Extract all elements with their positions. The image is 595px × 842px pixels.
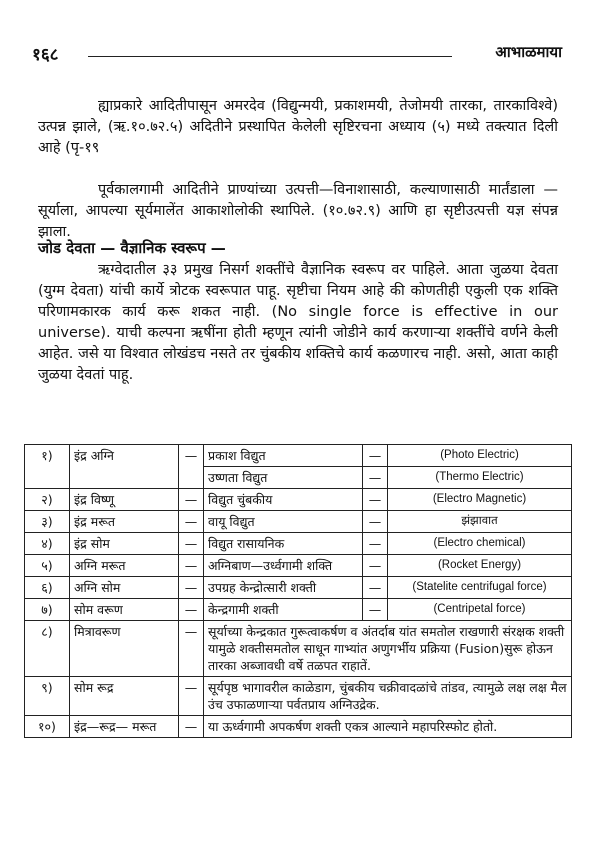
table-row bbox=[25, 621, 572, 677]
force-description: सूर्यपृष्ठ भागावरील काळेडाग, चुंबकीय चक्रीवादळांचे तांडव, त्यामुळे लक्ष लक्ष मैल उंच उफाळणाऱ्या पर्वतप्राय अग्निउद्रेक. bbox=[204, 677, 572, 716]
dash: — bbox=[179, 511, 204, 533]
page-number: १६८ bbox=[32, 45, 59, 65]
table-row bbox=[25, 599, 572, 621]
deity-pair: सोम वरूण bbox=[70, 599, 179, 621]
deity-pair: इंद्र—रूद्र— मरूत bbox=[70, 716, 179, 738]
deity-pair: सोम रूद्र bbox=[70, 677, 179, 716]
row-number: ९) bbox=[25, 677, 70, 716]
row-number: २) bbox=[25, 489, 70, 511]
dash: — bbox=[179, 677, 204, 716]
dash: — bbox=[179, 716, 204, 738]
force-name: अग्निबाण—उर्ध्वगामी शक्ति bbox=[204, 555, 363, 577]
deity-pair: अग्नि सोम bbox=[70, 577, 179, 599]
force-description: सूर्याच्या केन्द्रकात गुरूत्वाकर्षण व अंतर्दाब यांत समतोल राखणारी संरक्षक शक्ती यामुळे शक्तीसमतोल साधून गाभ्यांत अणुगर्भीय प्रक्रिया (Fusion)सुरू होऊन तारका अब्जावधी वर्षे तळपत राहातें. bbox=[204, 621, 572, 677]
table-row bbox=[25, 511, 572, 533]
dash: — bbox=[179, 599, 204, 621]
dash: — bbox=[179, 555, 204, 577]
dash: — bbox=[363, 445, 388, 467]
section-heading: जोड देवता — वैज्ञानिक स्वरूप — bbox=[38, 239, 226, 257]
force-english: (Rocket Energy) bbox=[388, 555, 572, 577]
force-name: विद्युत चुंबकीय bbox=[204, 489, 363, 511]
dash: — bbox=[363, 599, 388, 621]
paragraph-aditi-origin: ह्याप्रकारे आदितीपासून अमरदेव (विद्युन्मयी, प्रकाशमयी, तेजोमयी तारका, तारकाविश्वे) उत्पन्न झाले, (ऋ.१०.७२.५) अदितीने प्रस्थापित केलेली सृष्टिरचना अध्याय (५) मध्ये तक्त्यात दिली आहे (पृ-१९ bbox=[38, 98, 558, 156]
dash: — bbox=[363, 533, 388, 555]
dash: — bbox=[363, 555, 388, 577]
row-number: ७) bbox=[25, 599, 70, 621]
force-english: झंझावात bbox=[388, 511, 572, 533]
table-row bbox=[25, 677, 572, 716]
force-english: (Thermo Electric) bbox=[388, 467, 572, 489]
deity-pair: इंद्र अग्नि bbox=[70, 445, 179, 489]
running-title: आभाळमाया bbox=[495, 43, 562, 61]
dash: — bbox=[179, 577, 204, 599]
table-row bbox=[25, 716, 572, 738]
page-header bbox=[32, 42, 562, 66]
force-name: उष्णता विद्युत bbox=[204, 467, 363, 489]
table-row bbox=[25, 577, 572, 599]
force-english: (Centripetal force) bbox=[388, 599, 572, 621]
dash: — bbox=[363, 511, 388, 533]
dash: — bbox=[179, 445, 204, 489]
row-number: ३) bbox=[25, 511, 70, 533]
row-number: ५) bbox=[25, 555, 70, 577]
table-row bbox=[25, 555, 572, 577]
force-name: उपग्रह केन्द्रोत्सारी शक्ती bbox=[204, 577, 363, 599]
paired-deities-table bbox=[24, 444, 572, 738]
force-english: (Photo Electric) bbox=[388, 445, 572, 467]
row-number: ४) bbox=[25, 533, 70, 555]
force-english: (Statelite centrifugal force) bbox=[388, 577, 572, 599]
deity-pair: इंद्र सोम bbox=[70, 533, 179, 555]
row-number: ८) bbox=[25, 621, 70, 677]
dash: — bbox=[179, 621, 204, 677]
table-row bbox=[25, 489, 572, 511]
row-number: १) bbox=[25, 445, 70, 489]
dash: — bbox=[179, 533, 204, 555]
deity-pair: इंद्र विष्णू bbox=[70, 489, 179, 511]
force-english: (Electro Magnetic) bbox=[388, 489, 572, 511]
dash: — bbox=[363, 577, 388, 599]
deity-pair: इंद्र मरूत bbox=[70, 511, 179, 533]
row-number: १०) bbox=[25, 716, 70, 738]
deity-pair: अग्नि मरूत bbox=[70, 555, 179, 577]
paragraph-paired-deities: ऋग्वेदातील ३३ प्रमुख निसर्ग शक्तींचे वैज्ञानिक स्वरूप वर पाहिले. आता जुळया देवता (युग्म देवता) यांची कार्ये त्रोटक स्वरूपात पाहू. सृष्टीचा नियम आहे की कोणतीही एकुली एक शक्ति परिणामकारक कार्य करू शकत नाही. (No single force is effective in our universe). याची कल्पना ऋषींना होती म्हणून त्यांनी जोडीने कार्य करणाऱ्या शक्तींचे वर्णने केली आहेत. जसे या विश्वात लोखंडच नसते तर चुंबकीय शक्तिचे कार्य कळणारच नाही. असो, आता काही जुळया देवतां पाहू. bbox=[38, 262, 558, 383]
row-number: ६) bbox=[25, 577, 70, 599]
header-rule bbox=[88, 56, 452, 57]
paragraph-martanda: पूर्वकालगामी आदितीने प्राण्यांच्या उत्पत्ती—विनाशासाठी, कल्याणासाठी मार्तंडाला — सूर्याला, आपल्या सूर्यमालेंत आकाशोलोकी स्थापिले. (१०.७२.९) आणि हा सृष्टीउत्पत्ती यज्ञ संपन्न झाला. bbox=[38, 182, 558, 240]
force-description: या ऊर्ध्वगामी अपकर्षण शक्ती एकत्र आल्याने महापरिस्फोट होतो. bbox=[204, 716, 572, 738]
force-name: वायू विद्युत bbox=[204, 511, 363, 533]
force-english: (Electro chemical) bbox=[388, 533, 572, 555]
table-row bbox=[25, 533, 572, 555]
force-name: विद्युत रासायनिक bbox=[204, 533, 363, 555]
dash: — bbox=[363, 467, 388, 489]
force-name: केन्द्रगामी शक्ती bbox=[204, 599, 363, 621]
dash: — bbox=[363, 489, 388, 511]
deity-pair: मित्रावरूण bbox=[70, 621, 179, 677]
force-name: प्रकाश विद्युत bbox=[204, 445, 363, 467]
table-row bbox=[25, 445, 572, 467]
dash: — bbox=[179, 489, 204, 511]
